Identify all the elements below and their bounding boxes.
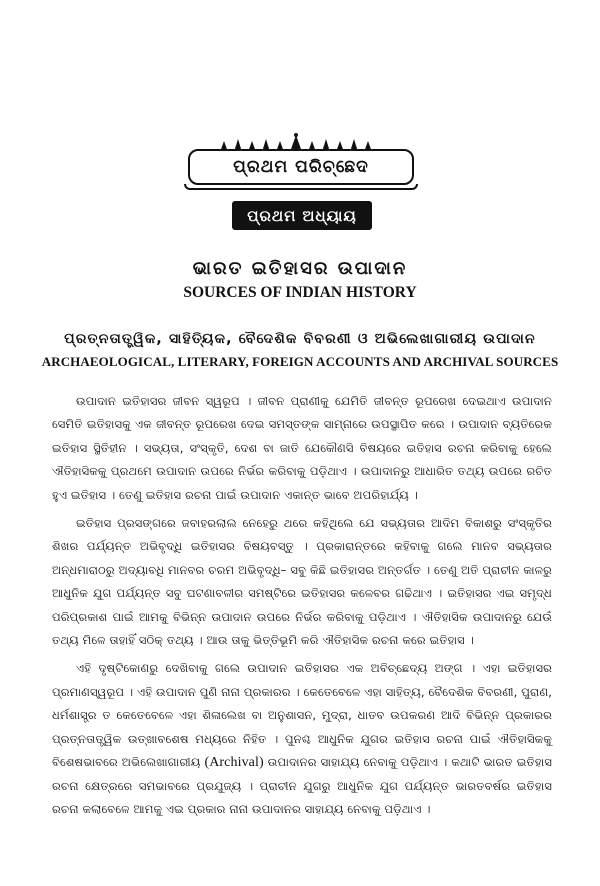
page-title-english: SOURCES OF INDIAN HISTORY: [183, 284, 417, 301]
paragraph: [52, 657, 552, 821]
paragraph: ଉପାଦାନ ଇତିହାସର ଜୀବନ ସ୍ୱରୂପ । ଜୀବନ ପ୍ରାଣୀକୁ ଯେମିତି ଜୀବନ୍ତ ରୂପରେଖ ଦେଇଥାଏ ଉପାଦାନ ସେମିତି ଇତିହାସକୁ ଏକ ଜୀବନ୍ତ ରୂପରେଖ ଦେଇ ସମସ୍ତଙ୍କ ସାମ୍ନାରେ ଉପସ୍ଥାପିତ କରେ । ଉପାଦାନ ବ୍ୟତିରେକ ଇତିହାସ ସ୍ଥିତିହୀନ । ସଭ୍ୟତା, ସଂସ୍କୃତି, ଦେଶ ବା ଜାତି ଯେକୌଣସି ବିଷୟରେ ଇତିହାସ ରଚନା କରିବାକୁ ହେଲେ ଐତିହାସିକକୁ ପ୍ରଥମେ ଉପାଦାନ ଉପରେ ନିର୍ଭର କରିବାକୁ ପଡ଼ିଥାଏ । ଉପାଦାନରୁ ଆଧାରିତ ତଥ୍ୟ ଉପରେ ରଚିତ ହୁଏ ଇତିହାସ । ତେଣୁ ଇତିହାସ ରଚନା ପାଇଁ ଉପାଦାନ ଏକାନ୍ତ ଭାବେ ଅପରିହାର୍ଯ୍ୟ ।: [52, 394, 552, 502]
subtitle-odia: ପ୍ରତ୍ନତାତ୍ତ୍ୱିକ, ସାହିତ୍ୟିକ, ବୈଦେଶିକ ବିବରଣୀ ଓ ଅଭିଲେଖାଗାରୀୟ ଉପାଦାନ: [64, 331, 536, 347]
section-label: ପ୍ରଥମ ଅଧ୍ୟାୟ: [232, 201, 372, 230]
body-text: [52, 390, 552, 826]
subtitle-english: ARCHAEOLOGICAL, LITERARY, FOREIGN ACCOUNTS AND ARCHIVAL SOURCES: [41, 354, 559, 369]
paragraph-text: ଉପାଦାନର ସାହାଯ୍ୟ ନେବାକୁ ପଡ଼ିଥାଏ । କଥାଟି ଭାରତ ଇତିହାସ ରଚନା କ୍ଷେତ୍ରରେ ସମଭାବରେ ପ୍ରଯୁଜ୍ୟ । ପ୍ରାଚୀନ ଯୁଗରୁ ଆଧୁନିକ ଯୁଗ ପର୍ଯ୍ୟନ୍ତ ଭାରତବର୍ଷର ଇତିହାସ ରଚନା କଲାବେଳେ ଆମକୁ ଏଇ ପ୍ରକାର ନାନା ଉପାଦାନର ସାହାଯ୍ୟ ନେବାକୁ ପଡ଼ିଥାଏ ।: [52, 755, 552, 816]
page-title-odia: ଭାରତ ଇତିହାସର ଉପାଦାନ: [192, 258, 408, 279]
paragraph-text: ଏହି ଦୃଷ୍ଟିକୋଣରୁ ଦେଖିବାକୁ ଗଲେ ଉପାଦାନ ଇତିହାସର ଏକ ଅବିଚ୍ଛେଦ୍ୟ ଅଙ୍ଗ । ଏହା ଇତିହାସର ପ୍ରମାଣସ୍ୱରୂପ । ଏହି ଉପାଦାନ ପୁଣି ନାନା ପ୍ରକାରର । କେତେବେଳେ ଏହା ସାହିତ୍ୟ, ବୈଦେଶିକ ବିବରଣୀ, ପୁରାଣ, ଧର୍ମଶାସ୍ତ୍ର ତ କେତେବେଳେ ଏହା ଶିଳାଲେଖ ବା ଅନୁଶାସନ, ମୁଦ୍ରା, ଧାତବ ଉପକରଣ ଆଦି ବିଭିନ୍ନ ପ୍ରକାରର ପ୍ରତ୍ନତାତ୍ତ୍ୱିକ ଉତ୍ଖାବଶେଷ ମଧ୍ୟରେ ନିହିତ । ପୁନଶ୍ଚ ଆଧୁନିକ ଯୁଗର ଇତିହାସ ରଚନା ପାଇଁ ଐତିହାସିକକୁ ବିଶେଷଭାବରେ ଅଭିଲେଖାଗାରୀୟ: [52, 661, 552, 770]
archival-term: (Archival): [204, 755, 264, 771]
paragraph: ଇତିହାସ ପ୍ରସଙ୍ଗରେ ଜବାହରଲାଲ ନେହେରୁ ଥରେ କହିଥିଲେ ଯେ ସଭ୍ୟତାର ଆଦିମ ବିକାଶରୁ ସଂସ୍କୃତିର ଶିଖର ପର୍ଯ୍ୟନ୍ତ ଅଭିବୃଦ୍ଧି ଇତିହାସର ବିଷୟବସ୍ତୁ । ପ୍ରକାରାନ୍ତରେ କହିବାକୁ ଗଲେ ମାନବ ସଭ୍ୟତାର ଅନ୍ଧମାରାଠରୁ ଅଦ୍ୟାବଧି ମାନବର ଚରମ ଅଭିବୃଦ୍ଧି– ସବୁ କିଛି ଇତିହାସର ଅନ୍ତର୍ଗତ । ତେଣୁ ଅତି ପ୍ରାଚୀନ କାଳରୁ ଆଧୁନିକ ଯୁଗ ପର୍ଯ୍ୟନ୍ତ ସବୁ ଘଟଣାବଳୀର ସମଷ୍ଟିରେ ଇତିହାସର କଳେବର ଗଢିଥାଏ । ଇତିହାସର ଏଇ ସମୃଦ୍ଧ ପରିପ୍ରକାଶ ପାଇଁ ଆମକୁ ବିଭିନ୍ନ ଉପାଦାନ ଉପରେ ନିର୍ଭର କରିବାକୁ ପଡ଼ିଥାଏ । ଐତିହାସିକ ଉପାଦାନରୁ ଯେଉଁ ତଥ୍ୟ ମିଳେ ତାହାହିଁ ସଠିକ୍ ତଥ୍ୟ । ଆଉ ତାକୁ ଭିତ୍ତିଭୂମି କରି ଐତିହାସିକ ରଚନା କରେ ଇତିହାସ ।: [52, 516, 552, 648]
chapter-label: ପ୍ରଥମ ପରିଚ୍ଛେଦ: [188, 149, 414, 185]
